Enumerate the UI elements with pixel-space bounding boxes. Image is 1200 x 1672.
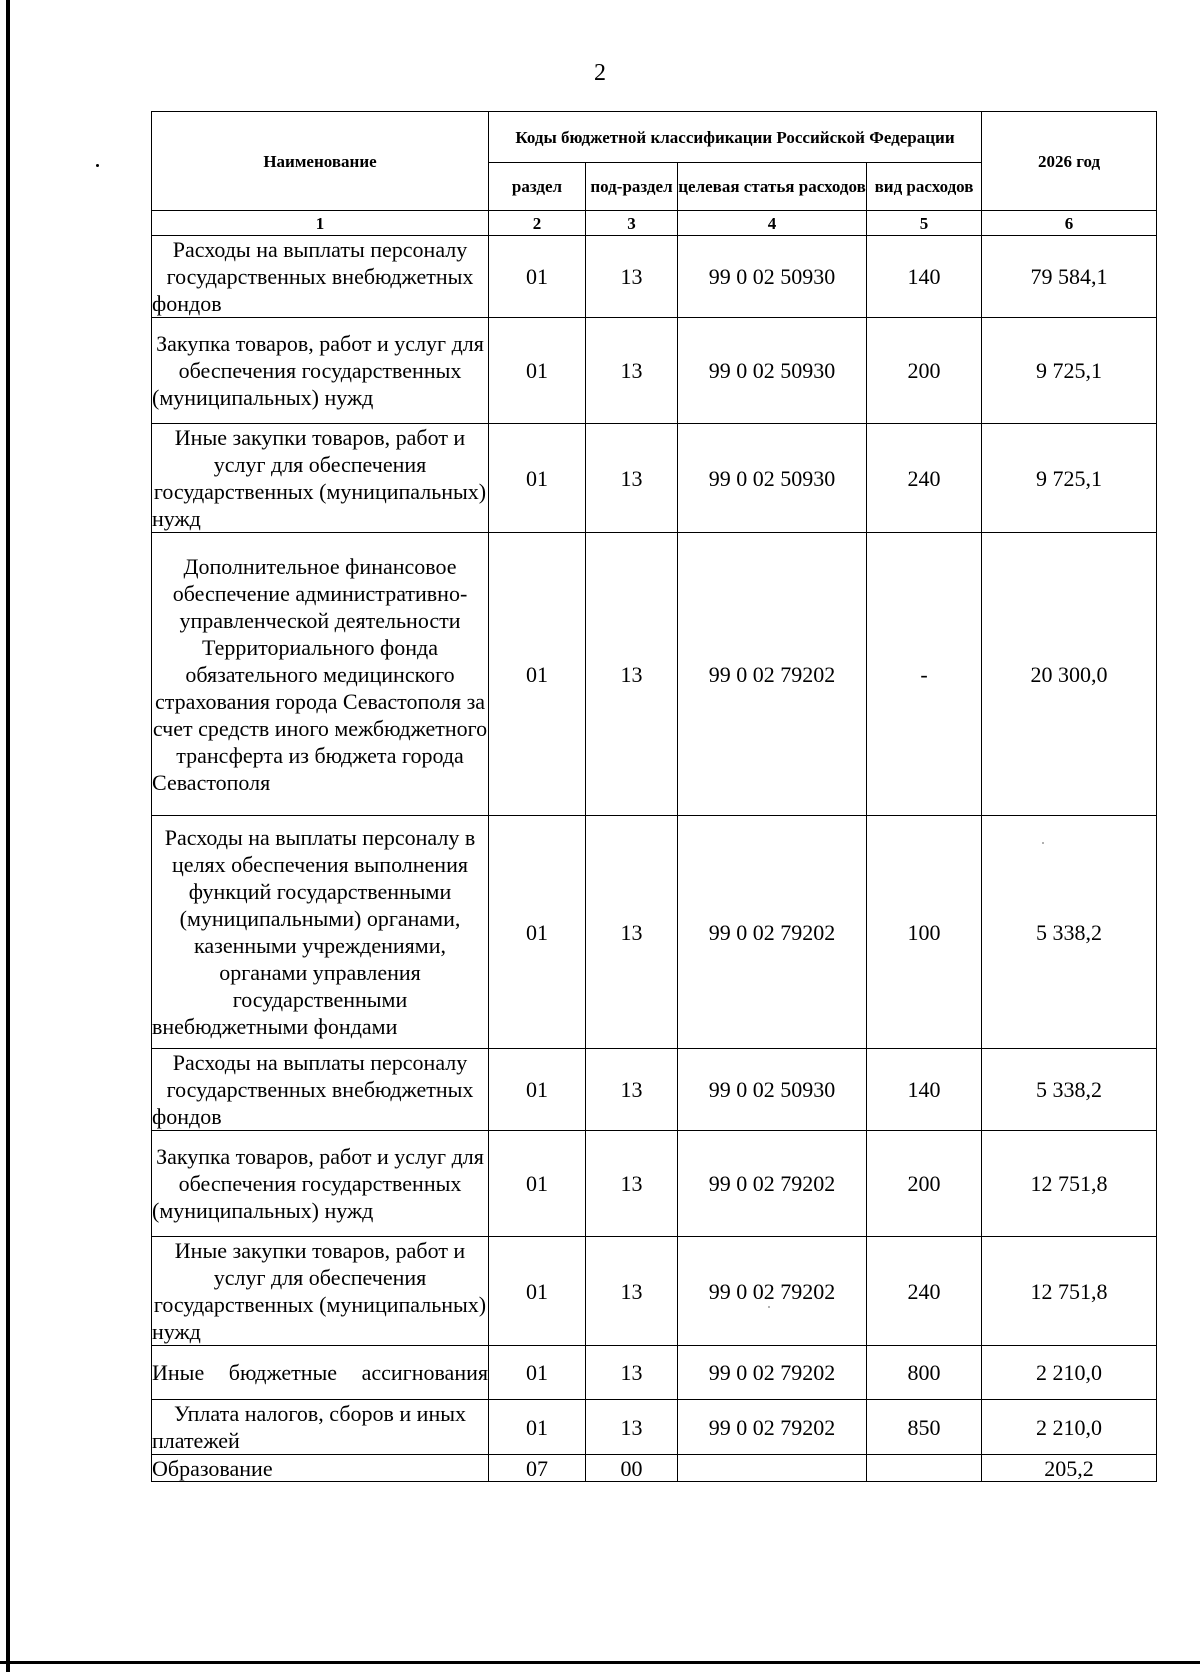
row-section: 01 [489,1400,586,1455]
row-target-article: 99 0 02 79202 [678,533,867,816]
row-section: 01 [489,533,586,816]
row-section: 07 [489,1455,586,1482]
header-codes-group: Коды бюджетной классификации Российской Федерации [489,112,982,163]
table-row [152,1131,1157,1237]
row-target-article: 99 0 02 79202 [678,816,867,1049]
header-subsection: под-раздел [586,163,678,211]
row-subsection: 13 [586,533,678,816]
row-target-article: 99 0 02 50930 [678,318,867,424]
row-amount: 79 584,1 [982,236,1157,318]
column-number: 3 [586,211,678,236]
header-year: 2026 год [982,112,1157,211]
scan-speck [96,164,99,167]
row-subsection: 13 [586,816,678,1049]
column-number: 2 [489,211,586,236]
table-row [152,1400,1157,1455]
row-expense-type: 140 [867,236,982,318]
row-target-article: 99 0 02 79202 [678,1131,867,1237]
row-target-article [678,1455,867,1482]
row-name: Иные бюджетные ассигнования [152,1346,489,1400]
column-number: 1 [152,211,489,236]
scan-left-edge [6,0,10,1672]
table-row [152,816,1157,1049]
row-section: 01 [489,318,586,424]
column-number-row [152,211,1157,236]
table-row [152,1049,1157,1131]
row-name: Дополнительное финансовое обеспечение административно-управленческой деятельности Территориального фонда обязательного медицинского страхования города Севастополя за счет средств иного межбюджетного трансферта из бюджета города Севастополя [152,533,489,816]
row-name: Иные закупки товаров, работ и услуг для обеспечения государственных (муниципальных) нужд [152,1237,489,1346]
row-target-article: 99 0 02 50930 [678,1049,867,1131]
row-name: Расходы на выплаты персоналу государственных внебюджетных фондов [152,236,489,318]
row-section: 01 [489,424,586,533]
row-name: Расходы на выплаты персоналу в целях обеспечения выполнения функций государственными (муниципальными) органами, казенными учреждениями, органами управления государственными внебюджетными фондами [152,816,489,1049]
table-body [152,236,1157,1482]
row-name: Закупка товаров, работ и услуг для обеспечения государственных (муниципальных) нужд [152,1131,489,1237]
row-amount: 12 751,8 [982,1131,1157,1237]
table-row [152,318,1157,424]
row-target-article: 99 0 02 50930 [678,236,867,318]
row-amount: 205,2 [982,1455,1157,1482]
row-target-article: 99 0 02 79202 [678,1346,867,1400]
row-amount: 2 210,0 [982,1400,1157,1455]
column-number: 4 [678,211,867,236]
row-subsection: 13 [586,1049,678,1131]
row-section: 01 [489,236,586,318]
row-expense-type: 800 [867,1346,982,1400]
row-subsection: 13 [586,1400,678,1455]
row-section: 01 [489,1346,586,1400]
row-expense-type: 100 [867,816,982,1049]
row-amount: 9 725,1 [982,318,1157,424]
row-section: 01 [489,1237,586,1346]
row-amount: 5 338,2 [982,816,1157,1049]
table-row [152,1237,1157,1346]
row-name: Закупка товаров, работ и услуг для обеспечения государственных (муниципальных) нужд [152,318,489,424]
table-row [152,236,1157,318]
header-name: Наименование [152,112,489,211]
row-expense-type: - [867,533,982,816]
row-expense-type: 240 [867,1237,982,1346]
row-amount: 2 210,0 [982,1346,1157,1400]
row-amount: 20 300,0 [982,533,1157,816]
table-row [152,1455,1157,1482]
table-row [152,533,1157,816]
row-amount: 5 338,2 [982,1049,1157,1131]
column-number: 6 [982,211,1157,236]
page-number: 2 [594,60,606,86]
row-subsection: 13 [586,1237,678,1346]
header-expense-type: вид расходов [867,163,982,211]
row-target-article: 99 0 02 79202 [678,1237,867,1346]
row-section: 01 [489,1049,586,1131]
row-expense-type: 240 [867,424,982,533]
column-number: 5 [867,211,982,236]
row-subsection: 13 [586,236,678,318]
header-target-article: целевая статья расходов [678,163,867,211]
budget-table [151,111,1157,1482]
row-expense-type: 200 [867,1131,982,1237]
row-expense-type: 200 [867,318,982,424]
row-name: Расходы на выплаты персоналу государственных внебюджетных фондов [152,1049,489,1131]
row-expense-type: 850 [867,1400,982,1455]
row-name: Образование [152,1455,489,1482]
row-target-article: 99 0 02 50930 [678,424,867,533]
row-expense-type [867,1455,982,1482]
row-subsection: 13 [586,1131,678,1237]
row-subsection: 13 [586,1346,678,1400]
row-amount: 9 725,1 [982,424,1157,533]
row-expense-type: 140 [867,1049,982,1131]
row-subsection: 13 [586,318,678,424]
table-row [152,424,1157,533]
row-amount: 12 751,8 [982,1237,1157,1346]
header-section: раздел [489,163,586,211]
row-name: Иные закупки товаров, работ и услуг для обеспечения государственных (муниципальных) нужд [152,424,489,533]
row-subsection: 00 [586,1455,678,1482]
row-name: Уплата налогов, сборов и иных платежей [152,1400,489,1455]
row-section: 01 [489,816,586,1049]
row-section: 01 [489,1131,586,1237]
table-row [152,1346,1157,1400]
row-target-article: 99 0 02 79202 [678,1400,867,1455]
scan-bottom-edge [0,1661,1200,1664]
row-subsection: 13 [586,424,678,533]
